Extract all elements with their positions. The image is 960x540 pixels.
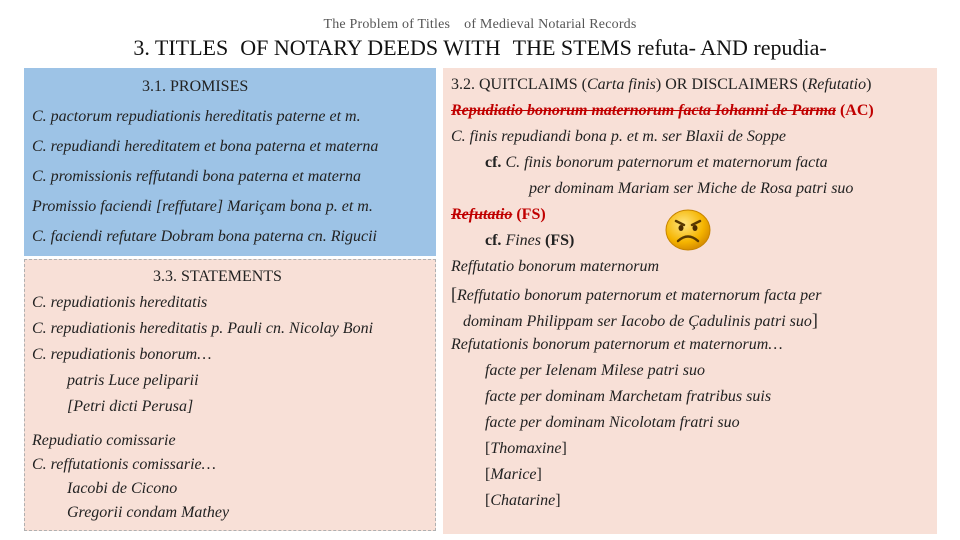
cf-text: Fines (505, 232, 541, 249)
title-part-a: 3. TITLES (133, 35, 229, 60)
quitclaim-line-14 (485, 440, 567, 458)
statement-item: Gregorii condam Mathey (67, 504, 230, 521)
quitclaims-panel (443, 68, 937, 534)
name-marice: Marice (490, 466, 537, 483)
bracket-close: ] (555, 492, 561, 509)
quitclaim-line-7: Reffutatio bonorum maternorum (451, 258, 659, 275)
quitclaim-line-1 (451, 102, 874, 120)
quitclaim-line-11: facte per Ielenam Milese patri suo (485, 362, 705, 379)
subtitle-part-a: The Problem of Titles (323, 17, 451, 32)
statements-heading: 3.3. STATEMENTS (153, 268, 282, 285)
source-tag: (FS) (512, 206, 546, 223)
frowning-face-icon (663, 208, 713, 252)
subtitle-part-b: of Medieval Notarial Records (464, 17, 637, 32)
bracket-close: ] (536, 466, 542, 483)
quitclaim-line-3 (485, 154, 828, 172)
statement-item: Iacobi de Cicono (67, 480, 178, 497)
heading-part: Carta finis (587, 76, 656, 93)
quitclaim-line-12: facte per dominam Marchetam fratribus suis (485, 388, 772, 405)
bracket-close: ] (811, 310, 818, 330)
heading-part: ) (866, 76, 872, 93)
cf-label: cf. (485, 232, 506, 249)
statement-item: [Petri dicti Perusa] (67, 398, 194, 415)
refutatio-label: Refutatio (451, 206, 513, 223)
bracket-close: ] (561, 440, 567, 457)
header-subtitle (0, 17, 960, 37)
heading-part: 3.2. QUITCLAIMS ( (451, 76, 587, 93)
repudiatio-parma: Repudiatio bonorum maternorum facta Iohanni de Parma (451, 102, 836, 119)
statement-item: C. repudiationis bonorum… (32, 346, 212, 363)
quitclaim-line-6 (485, 232, 574, 250)
promise-item: C. repudiandi hereditatem et bona paterna et materna (32, 138, 379, 155)
name-chatarine: Chatarine (490, 492, 556, 509)
page-title (0, 35, 960, 67)
heading-part: Refutatio (807, 76, 867, 93)
quitclaim-line-13: facte per dominam Nicolotam fratri suo (485, 414, 740, 431)
quitclaim-text: Reffutatio bonorum paternorum et maternorum facta per (457, 287, 822, 304)
quitclaim-line-15 (485, 466, 542, 484)
quitclaim-line-4: per dominam Mariam ser Miche de Rosa patri suo (529, 180, 854, 197)
cf-text: C. finis bonorum paternorum et maternorum facta (505, 154, 828, 171)
promise-item: C. faciendi refutare Dobram bona paterna cn. Rigucii (32, 228, 377, 245)
statement-item: C. reffutationis comissarie… (32, 456, 216, 473)
statements-panel (24, 259, 436, 531)
bracket-open: [ (485, 492, 491, 509)
bracket-open: [ (485, 466, 491, 483)
promises-heading: 3.1. PROMISES (142, 78, 249, 95)
cf-label: cf. (485, 154, 506, 171)
quitclaim-line-10: Refutationis bonorum paternorum et maternorum… (451, 336, 783, 353)
statement-item: patris Luce peliparii (67, 372, 199, 389)
title-part-b: OF NOTARY DEEDS WITH (240, 35, 501, 60)
title-part-c: THE STEMS refuta- AND repudia- (512, 35, 827, 60)
quitclaims-heading (451, 76, 871, 94)
bracket-open: [ (485, 440, 491, 457)
bracket-open: [ (451, 284, 457, 304)
quitclaim-text: dominam Philippam ser Iacobo de Çadulinis patri suo (463, 313, 812, 330)
heading-part: ) OR DISCLAIMERS ( (655, 76, 808, 93)
statement-item: Repudiatio comissarie (32, 432, 176, 449)
statement-item: C. repudiationis hereditatis (32, 294, 208, 311)
quitclaim-line-2: C. finis repudiandi bona p. et m. ser Blaxii de Soppe (451, 128, 786, 145)
promise-item: Promissio faciendi [reffutare] Mariçam bona p. et m. (32, 198, 373, 215)
quitclaim-line-16 (485, 492, 561, 510)
promise-item: C. promissionis reffutandi bona paterna et materna (32, 168, 362, 185)
promises-panel (24, 68, 436, 256)
source-tag: (FS) (540, 232, 575, 249)
promise-item: C. pactorum repudiationis hereditatis paterne et m. (32, 108, 361, 125)
statement-item: C. repudiationis hereditatis p. Pauli cn. Nicolay Boni (32, 320, 374, 337)
source-tag: (AC) (835, 102, 874, 119)
name-thomaxine: Thomaxine (490, 440, 562, 457)
quitclaim-line-5 (451, 206, 546, 224)
quitclaim-line-8 (451, 284, 821, 305)
quitclaim-line-9 (463, 310, 818, 331)
